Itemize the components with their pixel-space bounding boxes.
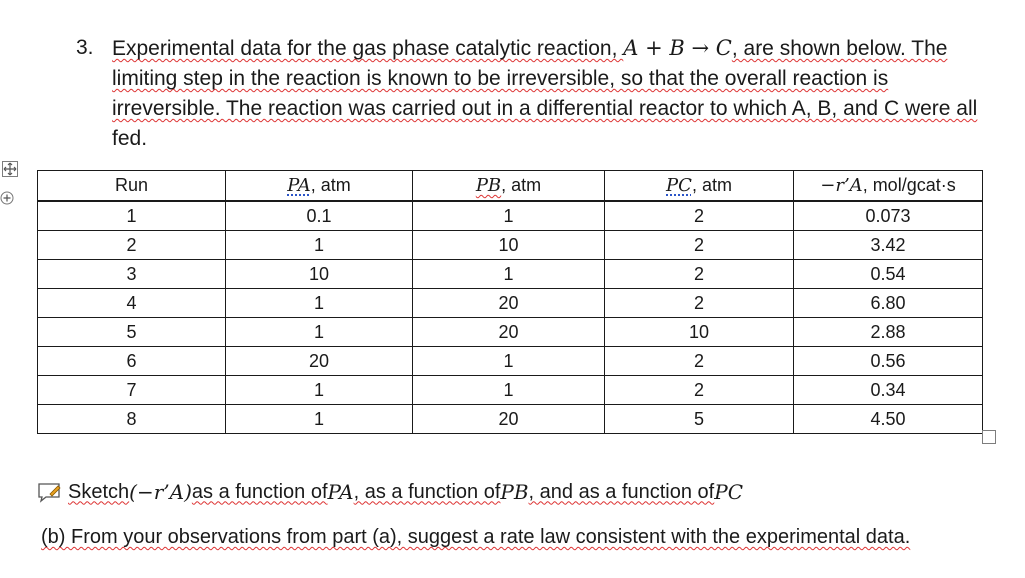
comment-icon[interactable] — [36, 481, 64, 503]
header-rate: −r’A, mol/gcat·s — [794, 171, 983, 202]
cell-pc: 2 — [605, 289, 794, 318]
part-a-sketch: Sketch — [68, 480, 130, 503]
cell-pb: 10 — [413, 231, 605, 260]
cell-run: 1 — [38, 201, 226, 231]
part-b-question: (b) From your observations from part (a), suggest a rate law consistent with the experimental data. — [41, 526, 911, 548]
cell-run: 4 — [38, 289, 226, 318]
table-header-row — [38, 171, 983, 202]
cell-rate: 0.56 — [794, 347, 983, 376]
cell-pc: 10 — [605, 318, 794, 347]
cell-rate: 6.80 — [794, 289, 983, 318]
cell-pb: 20 — [413, 289, 605, 318]
cell-rate: 4.50 — [794, 405, 983, 434]
cell-run: 6 — [38, 347, 226, 376]
cell-pb: 1 — [413, 260, 605, 289]
problem-line-4: fed. — [112, 127, 148, 150]
cell-pa: 0.1 — [226, 201, 413, 231]
table-resize-handle-icon[interactable] — [982, 430, 996, 444]
problem-line-2: limiting step in the reaction is known to be irreversible, so that the overall reaction is — [112, 67, 889, 90]
cell-pc: 2 — [605, 376, 794, 405]
cell-pa: 1 — [226, 231, 413, 260]
table-row — [38, 201, 983, 231]
table-row — [38, 376, 983, 405]
table-row — [38, 318, 983, 347]
problem-line-1: Experimental data for the gas phase catalytic reaction, A + B → C, are shown below. The — [112, 36, 948, 60]
cell-pc: 5 — [605, 405, 794, 434]
cell-rate: 2.88 — [794, 318, 983, 347]
cell-run: 2 — [38, 231, 226, 260]
table-row — [38, 289, 983, 318]
header-pa: PA, atm — [226, 171, 413, 202]
cell-run: 8 — [38, 405, 226, 434]
cell-pb: 1 — [413, 201, 605, 231]
header-pb: PB, atm — [413, 171, 605, 202]
cell-run: 7 — [38, 376, 226, 405]
reaction-equation: A + B → C — [623, 36, 732, 60]
cell-pc: 2 — [605, 347, 794, 376]
cell-pa: 1 — [226, 405, 413, 434]
part-a-question: Sketch (−r’A) as a function of PA , as a function of PB , and as a function of PC — [36, 480, 743, 504]
cell-run: 5 — [38, 318, 226, 347]
cell-rate: 0.073 — [794, 201, 983, 231]
cell-pc: 2 — [605, 201, 794, 231]
cell-pa: 1 — [226, 318, 413, 347]
cell-pb: 1 — [413, 347, 605, 376]
table-row — [38, 405, 983, 434]
table-move-handle-icon[interactable] — [2, 161, 18, 177]
problem-line-3: irreversible. The reaction was carried out in a differential reactor to which A, B, and C were all — [112, 97, 978, 120]
cell-pb: 20 — [413, 318, 605, 347]
cell-rate: 3.42 — [794, 231, 983, 260]
cell-pc: 2 — [605, 231, 794, 260]
table-row — [38, 347, 983, 376]
cell-pb: 20 — [413, 405, 605, 434]
cell-run: 3 — [38, 260, 226, 289]
cell-pb: 1 — [413, 376, 605, 405]
cell-pc: 2 — [605, 260, 794, 289]
cell-rate: 0.54 — [794, 260, 983, 289]
cell-pa: 1 — [226, 289, 413, 318]
table-row — [38, 260, 983, 289]
problem-statement — [76, 33, 996, 154]
header-run: Run — [38, 171, 226, 202]
header-pc: PC, atm — [605, 171, 794, 202]
problem-number: 3. — [76, 36, 94, 59]
cell-rate: 0.34 — [794, 376, 983, 405]
cell-pa: 10 — [226, 260, 413, 289]
cell-pa: 1 — [226, 376, 413, 405]
table-row — [38, 231, 983, 260]
insert-row-icon[interactable] — [0, 191, 14, 205]
experimental-data-table — [37, 170, 983, 434]
cell-pa: 20 — [226, 347, 413, 376]
